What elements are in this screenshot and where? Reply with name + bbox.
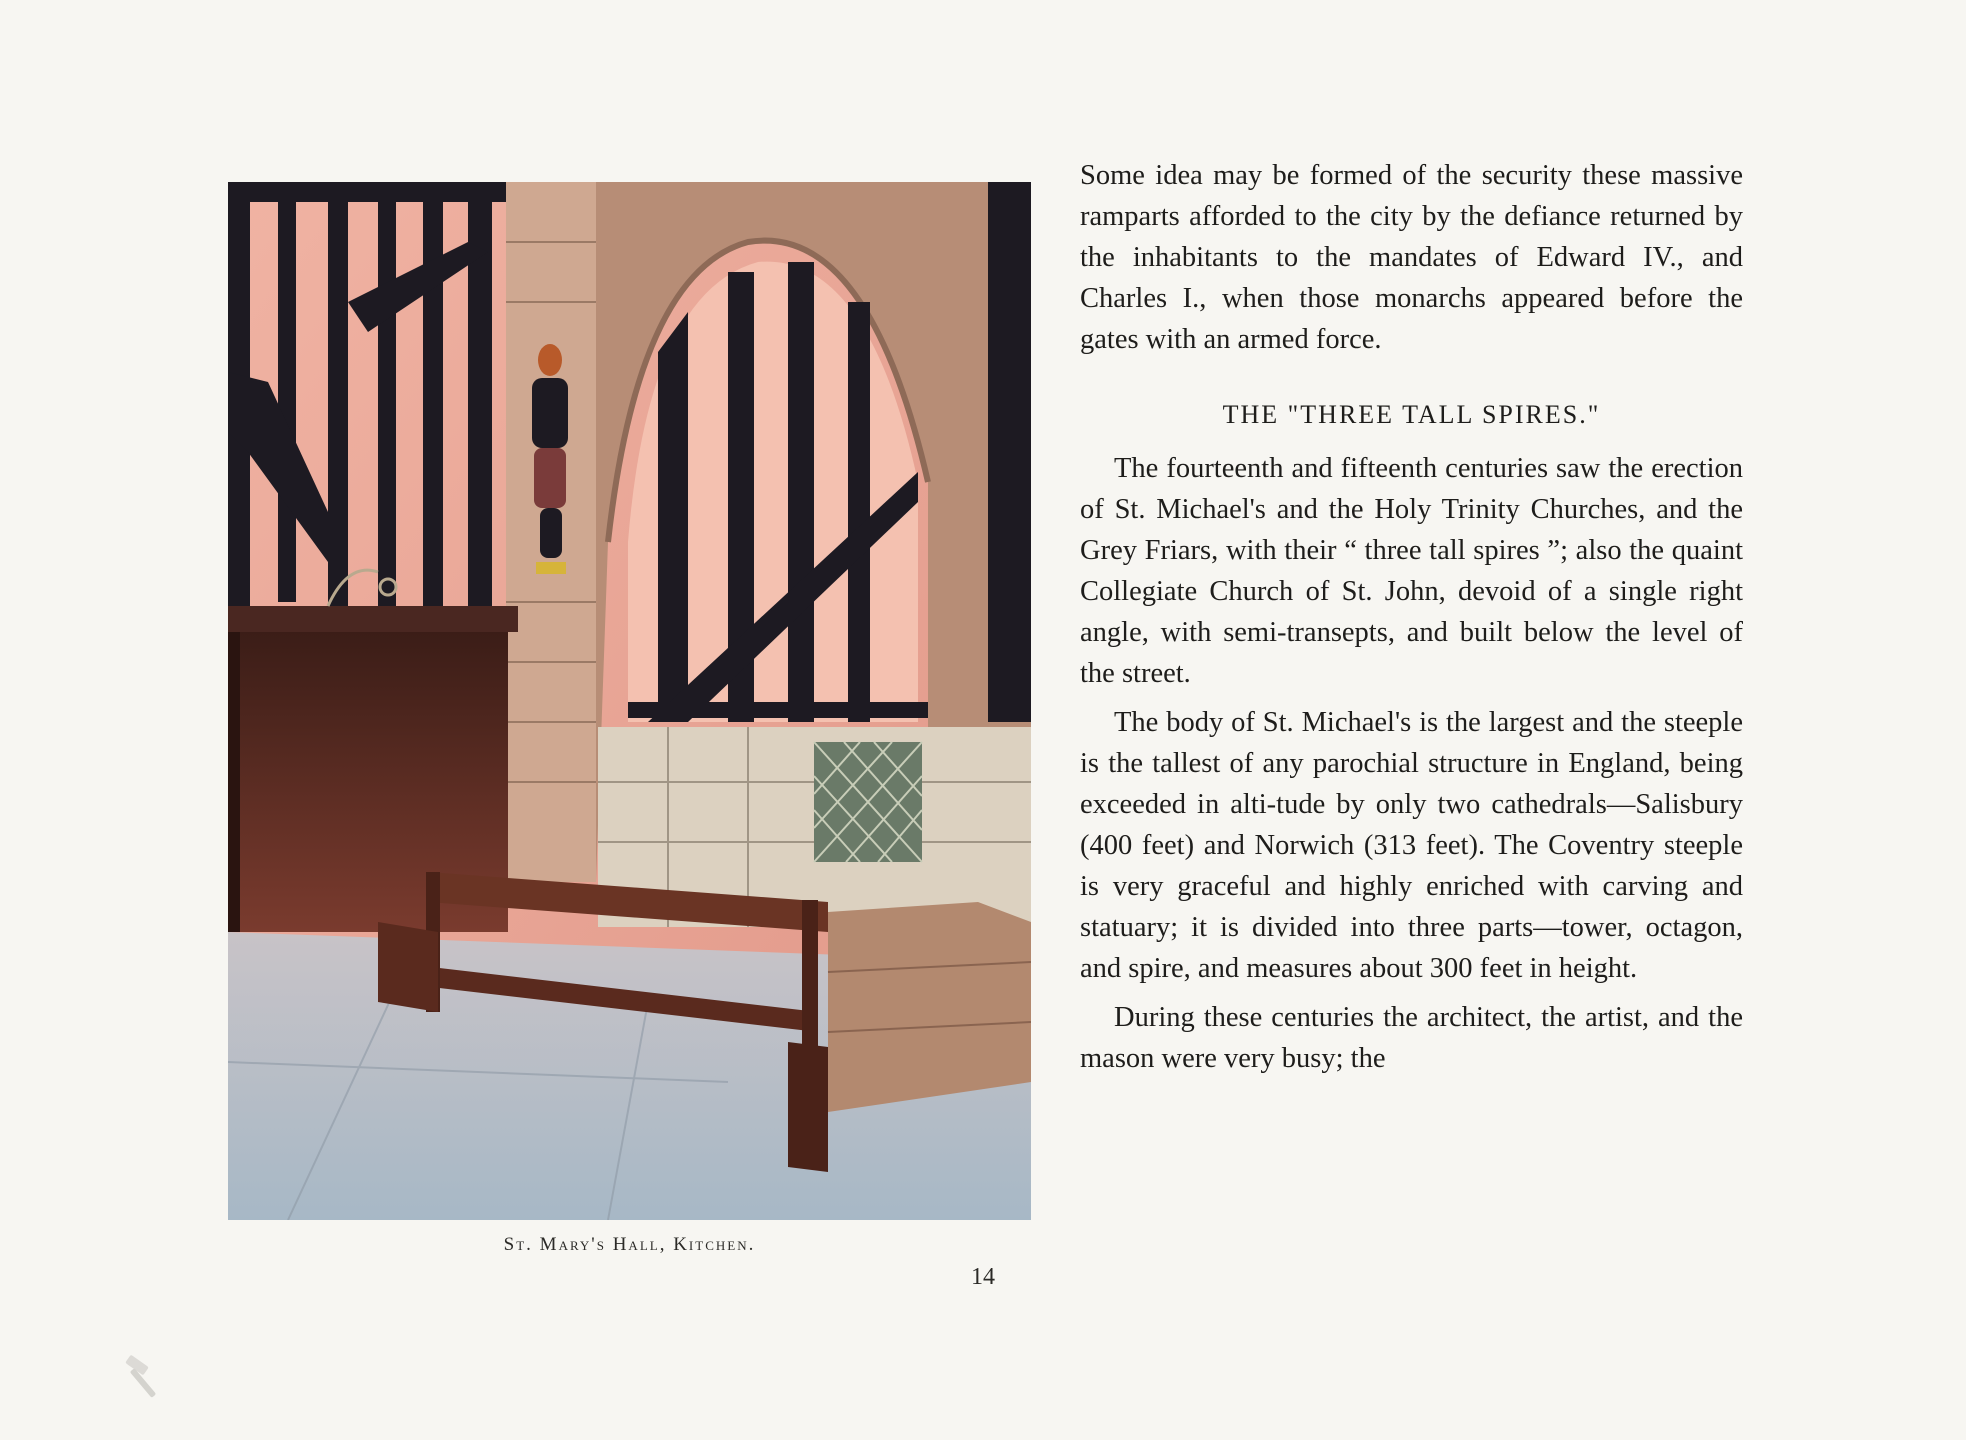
plate-caption: St. Mary's Hall, Kitchen. [503, 1234, 756, 1255]
paragraph-centuries: During these centuries the architect, the artist, and the mason were very busy; the [1080, 1002, 1743, 1074]
page-number: 14 [971, 1264, 995, 1290]
illustration-plate [228, 182, 1031, 1220]
kitchen-interior-illustration [228, 182, 1031, 1220]
paragraph-churches: The fourteenth and fifteenth centuries saw the erection of St. Michael's and the Holy Trinity Churches, and the Grey Friars, with their “ three tall spires ”; also the quaint Collegiate Church of St. John, devoid of a single right angle, with semi-transepts, and built below the level of the street. [1080, 453, 1743, 689]
text-column [1080, 155, 1743, 1079]
opening-paragraph: Some idea may be formed of the security these massive ramparts afforded to the city by the defiance returned by the inhabitants to the mandates of Edward IV., and Charles I., when those monarchs appeared before the gates with an armed force. [1080, 160, 1743, 355]
paragraph-st-michaels: The body of St. Michael's is the largest and the steeple is the tallest of any parochial structure in England, being exceeded in alti-tude by only two cathedrals—Salisbury (400 feet) and Norwich (313 feet). The Coventry steeple is very graceful and highly enriched with carving and statuary; it is divided into three parts—tower, octagon, and spire, and measures about 300 feet in height. [1080, 707, 1743, 984]
hammer-icon [118, 1352, 174, 1402]
section-heading: THE "THREE TALL SPIRES." [1222, 400, 1601, 429]
